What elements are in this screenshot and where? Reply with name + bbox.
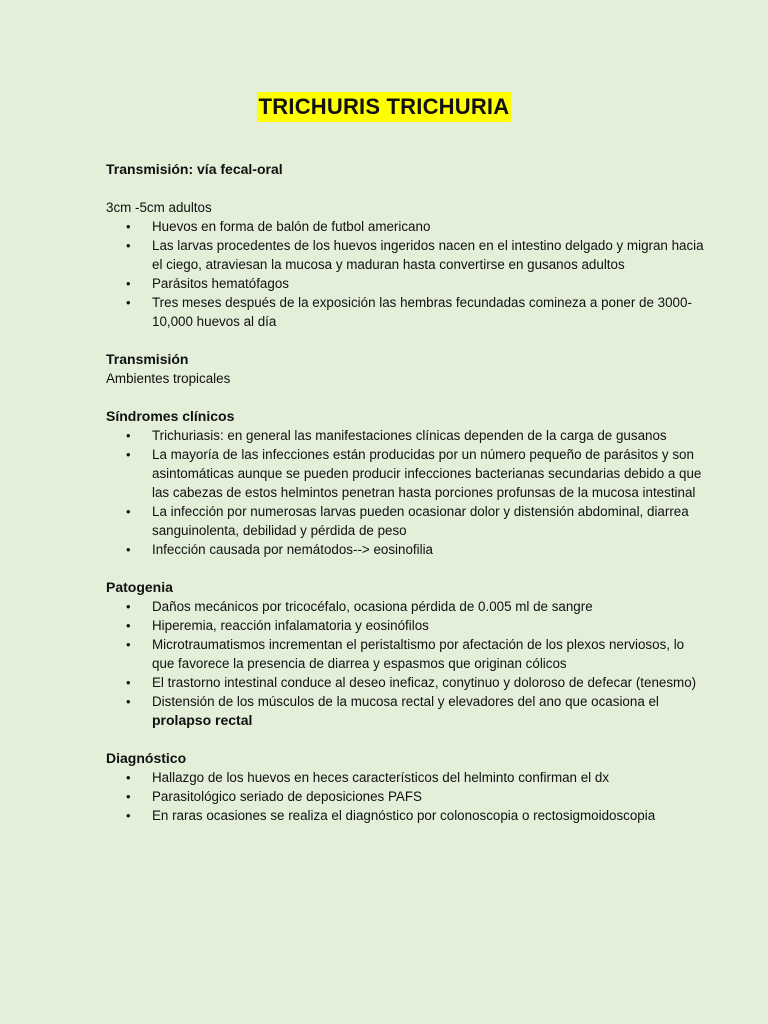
section-heading: Diagnóstico <box>106 750 187 766</box>
section-diagnostico <box>106 749 706 825</box>
section-patogenia <box>106 578 706 730</box>
list-item: • Parásitos hematófagos <box>126 276 289 291</box>
bullet-icon: • <box>126 542 131 557</box>
bullet-icon: • <box>126 238 131 253</box>
bullet-icon: • <box>126 808 131 823</box>
section-heading: Patogenia <box>106 579 173 595</box>
document-title: TRICHURIS TRICHURIA <box>257 92 512 122</box>
document-body <box>106 160 706 825</box>
section-heading: Síndromes clínicos <box>106 408 235 424</box>
list-item: • Infección causada por nemátodos--> eosinofilia <box>126 542 434 557</box>
bullet-icon: • <box>126 770 131 785</box>
bullet-icon: • <box>126 694 131 709</box>
section-sindromes <box>106 407 706 559</box>
list-item: • Huevos en forma de balón de futbol americano <box>126 219 431 234</box>
bullet-icon: • <box>126 618 131 633</box>
section-line: Ambientes tropicales <box>106 371 231 386</box>
list-item: • Microtraumatismos incrementan el peristaltismo por afectación de los plexos nerviosos, lo que favorece la presencia de diarrea y espasmos que originan cólicos <box>126 637 685 671</box>
list-item: • Hiperemia, reacción infalamatoria y eosinófilos <box>126 618 429 633</box>
section-heading: Transmisión: vía fecal-oral <box>106 161 283 177</box>
bullet-icon: • <box>126 428 131 443</box>
section-transmision <box>106 350 706 388</box>
list-item: • Tres meses después de la exposición las hembras fecundadas comineza a poner de 3000-10,000 huevos al día <box>126 295 692 329</box>
size-line: 3cm -5cm adultos <box>106 200 212 215</box>
list-item: • La infección por numerosas larvas pueden ocasionar dolor y distensión abdominal, diarrea sanguinolenta, debilidad y pérdida de peso <box>126 504 689 538</box>
bold-term: prolapso rectal <box>152 712 253 728</box>
bullet-icon: • <box>126 295 131 310</box>
title-wrap <box>0 92 768 122</box>
list-item: • Las larvas procedentes de los huevos ingeridos nacen en el intestino delgado y migran hacia el ciego, atraviesan la mucosa y maduran hasta convertirse en gusanos adultos <box>126 238 704 272</box>
section-transmision-via <box>106 160 706 331</box>
list-item: • Hallazgo de los huevos en heces característicos del helminto confirman el dx <box>126 770 610 785</box>
bullet-icon: • <box>126 599 131 614</box>
bullet-icon: • <box>126 504 131 519</box>
bullet-icon: • <box>126 219 131 234</box>
bullet-list <box>106 217 706 331</box>
bullet-icon: • <box>126 637 131 652</box>
list-item: • El trastorno intestinal conduce al deseo ineficaz, conytinuo y doloroso de defecar (tenesmo) <box>126 675 697 690</box>
bullet-icon: • <box>126 675 131 690</box>
list-item: • Daños mecánicos por tricocéfalo, ocasiona pérdida de 0.005 ml de sangre <box>126 599 593 614</box>
bullet-icon: • <box>126 276 131 291</box>
bullet-list <box>106 426 706 559</box>
list-item: • La mayoría de las infecciones están producidas por un número pequeño de parásitos y son asintomáticas aunque se pueden producir infecciones bacterianas secundarias debido a que las cabezas de estos helmintos penetran hasta porciones profunsas de la mucosa intestinal <box>126 447 702 500</box>
list-item: • Parasitológico seriado de deposiciones PAFS <box>126 789 422 804</box>
bullet-icon: • <box>126 447 131 462</box>
bullet-list <box>106 768 706 825</box>
list-item: • Distensión de los músculos de la mucosa rectal y elevadores del ano que ocasiona el prolapso rectal <box>126 694 659 728</box>
bullet-list <box>106 597 706 730</box>
list-item: • En raras ocasiones se realiza el diagnóstico por colonoscopia o rectosigmoidoscopia <box>126 808 656 823</box>
bullet-icon: • <box>126 789 131 804</box>
section-heading: Transmisión <box>106 351 189 367</box>
list-item: • Trichuriasis: en general las manifestaciones clínicas dependen de la carga de gusanos <box>126 428 667 443</box>
